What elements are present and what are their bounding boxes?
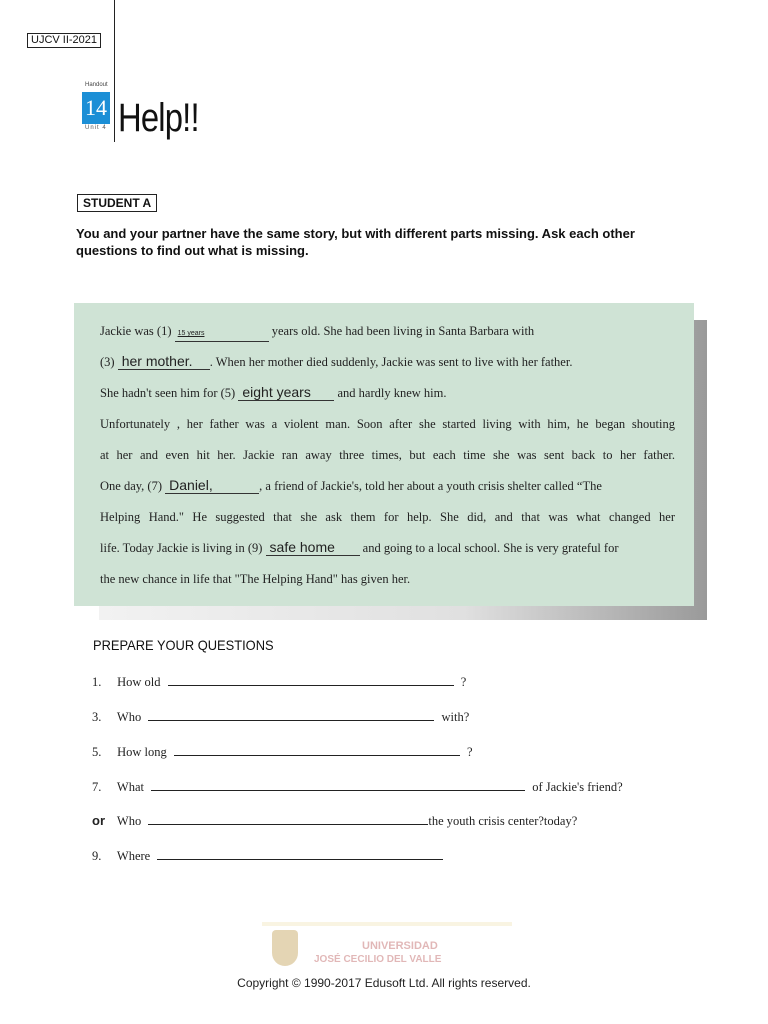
story-text-segment: years old. She had been living in Santa Barbara with [271,324,535,338]
story-text-segment: Jackie was (1) [100,324,172,338]
question-number: 5. [92,745,102,759]
question-9 [92,847,447,864]
instructions: You and your partner have the same story, but with different parts missing. Ask each other questions to find out what is missing. [76,226,635,258]
question-end: with? [441,710,470,724]
blank-9 [266,540,360,556]
blank-7 [165,478,259,494]
student-tag: STUDENT A [77,194,157,212]
or-label: or [92,813,105,828]
answer-line[interactable] [168,673,454,686]
story-text-segment: One day, (7) [100,479,163,493]
handout-label: Handout [85,82,108,88]
university-logo [272,922,512,982]
question-end: of Jackie's friend? [532,780,623,794]
shield-icon [272,930,298,966]
answer-9: safe home [269,539,335,555]
question-start: Who [116,814,142,828]
question-3 [92,708,469,725]
blank-3 [118,354,210,370]
question-1 [92,673,466,690]
story-line: the new chance in life that "The Helping Hand" has given her. [100,572,411,586]
question-number: 9. [92,849,102,863]
logo-band [262,922,512,926]
header-divider [114,0,115,142]
page-title: Help!! [118,96,199,140]
question-number: 7. [92,780,102,794]
answer-line[interactable] [151,778,525,791]
handout-number: 14 [82,92,110,124]
section-title: PREPARE YOUR QUESTIONS [93,637,274,653]
answer-line[interactable] [148,708,434,721]
question-start: How old [117,675,161,689]
question-5 [92,743,473,760]
story-line: at her and even hit her. Jackie ran away three times, but each time she was sent back to her father. [100,448,675,462]
blank-1 [175,324,269,342]
answer-1: 15 years [177,330,205,337]
story-line [100,316,675,347]
question-start: Where [116,849,151,863]
story-line [100,347,675,378]
story-text-segment: , a friend of Jackie's, told her about a youth crisis shelter called “The [259,479,602,493]
answer-5: eight years [242,384,311,400]
question-7-alt [92,812,577,829]
answer-7: Daniel, [169,477,213,493]
story-line [100,471,675,502]
story-line [100,378,675,409]
story-text-segment: (3) [100,355,115,369]
story-line: Unfortunately , her father was a violent man. Soon after she started living with him, he began shouting [100,417,675,431]
story-text-segment: She hadn't seen him for (5) [100,386,236,400]
story-text-segment: life. Today Jackie is living in (9) [100,541,263,555]
story-text-segment: and hardly knew him. [337,386,447,400]
question-start: Who [116,710,142,724]
blank-5 [238,385,334,401]
story-line [100,533,675,564]
story-text-segment: and going to a local school. She is very grateful for [362,541,619,555]
question-number: 3. [92,710,102,724]
question-end: ? [467,745,473,759]
answer-3: her mother. [121,353,193,369]
question-end: ? [460,675,467,689]
answer-line[interactable] [174,743,460,756]
question-end: the youth crisis center?today? [428,814,578,828]
story-line: Helping Hand." He suggested that she ask them for help. She did, and that was what changed her [100,510,675,524]
question-start: What [116,780,144,794]
story-text [100,316,675,595]
unit-label: Unit 4 [85,125,107,131]
story-text-segment: . When her mother died suddenly, Jackie was sent to live with her father. [209,355,573,369]
answer-line[interactable] [148,812,428,825]
question-start: How long [117,745,167,759]
logo-text-line2: JOSÉ CECILIO DEL VALLE [314,954,442,965]
question-7 [92,778,623,795]
logo-text-line1: UNIVERSIDAD [362,940,438,952]
question-number: 1. [92,675,102,689]
copyright: Copyright © 1990-2017 Edusoft Ltd. All rights reserved. [237,976,531,990]
answer-line[interactable] [157,847,443,860]
document-code: UJCV II-2021 [27,33,101,48]
